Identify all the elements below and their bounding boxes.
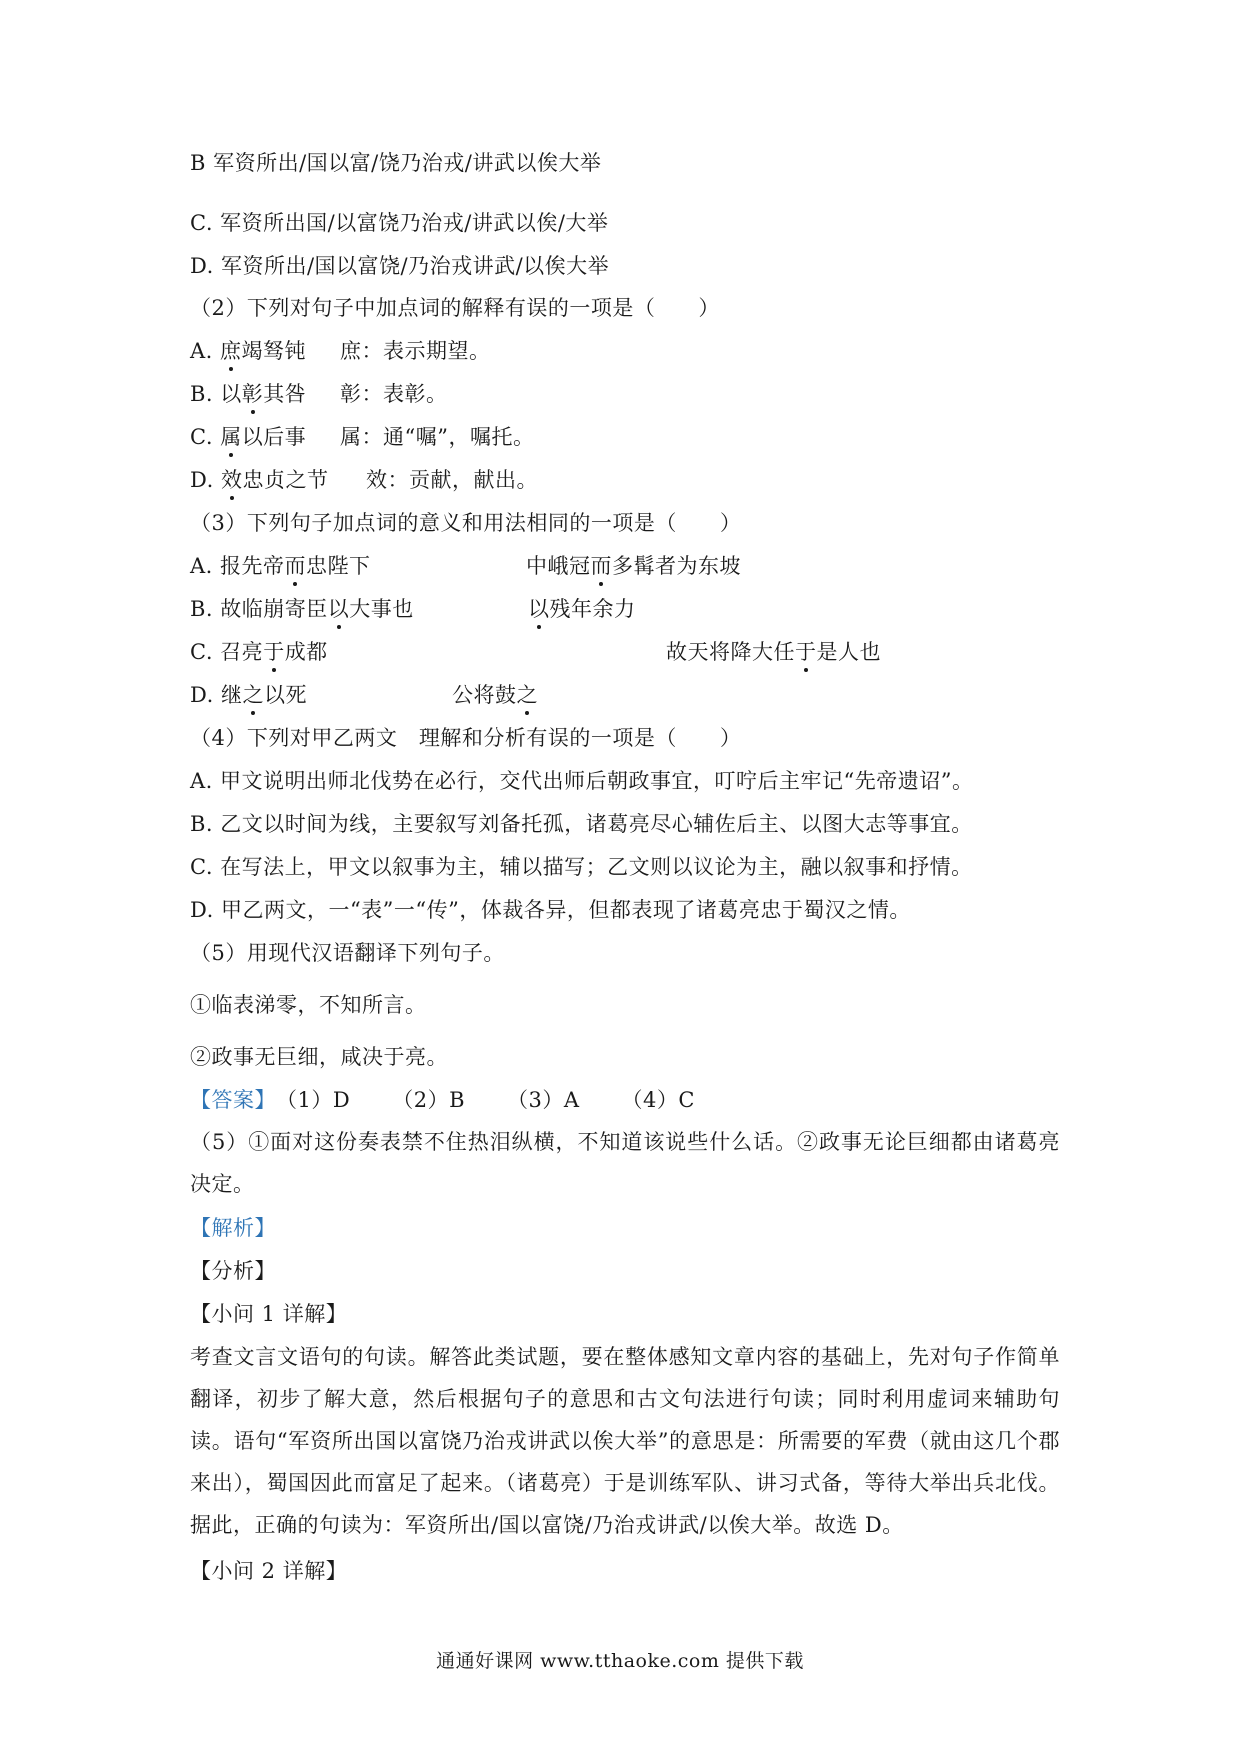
q3-option-c: C. 召亮于成都 故天将降大任于是人也	[190, 637, 328, 667]
answer-item: （3）A	[507, 1088, 580, 1112]
q1-option-b: B 军资所出/国以富/饶乃治戎/讲武以俟大举	[190, 151, 602, 175]
dotted-char: 而	[285, 551, 307, 581]
option-label: D.	[190, 683, 214, 707]
page-footer: 通通好课网 www.tthaoke.com 提供下载	[436, 1650, 804, 1672]
option-label: D.	[190, 468, 214, 492]
q3-stem: （3）下列句子加点词的意义和用法相同的一项是（ ）	[190, 511, 742, 535]
q2-option-b: B. 以彰其咎 彰：表彰。	[190, 379, 306, 409]
dotted-char: 属	[220, 422, 242, 452]
q2-option-d: D. 效忠贞之节 效：贡献，献出。	[190, 465, 328, 495]
dotted-char: 效	[221, 465, 243, 495]
dotted-char: 于	[795, 637, 817, 667]
answer-item: （2）B	[392, 1088, 465, 1112]
gloss: 彰：表彰。	[340, 382, 448, 406]
sub-question-1-title: 【小问 1 详解】	[190, 1302, 348, 1326]
dotted-char: 以	[528, 594, 550, 624]
sub-question-1-body: 考查文言文语句的句读。解答此类试题，要在整体感知文章内容的基础上，先对句子作简单翻译，初步了解大意，然后根据句子的意思和古文句法进行句读；同时利用虚词来辅助句读。语句“军资所出国以富饶乃治戎讲武以俟大举”的意思是：所需要的军费（就由这几个郡来出），蜀国因此而富足了起来。（诸葛亮）于是训练军队、讲习式备，等待大举出兵北伐。据此，正确的句读为：军资所出/国以富饶/乃治戎讲武/以俟大举。故选 D。	[190, 1345, 1060, 1537]
q2-option-a: A. 庶竭驽钝 庶：表示期望。	[190, 336, 306, 366]
answer-translation: （5）①面对这份奏表禁不住热泪纵横，不知道该说些什么话。②政事无论巨细都由诸葛亮决定。	[190, 1130, 1060, 1196]
dotted-char: 于	[263, 637, 285, 667]
compare-sentence: 以残年余力	[528, 594, 636, 624]
dotted-char: 庶	[220, 336, 242, 366]
q3-option-b: B. 故临崩寄臣以大事也 以残年余力	[190, 594, 414, 624]
compare-sentence: 中峨冠而多髯者为东坡	[526, 551, 741, 581]
gloss: 效：贡献，献出。	[366, 468, 538, 492]
option-label: B.	[190, 382, 214, 406]
q4-option-b: B. 乙文以时间为线，主要叙写刘备托孤，诸葛亮尽心辅佐后主、以图大志等事宜。	[190, 812, 973, 836]
q3-option-a: A. 报先帝而忠陛下 中峨冠而多髯者为东坡	[190, 551, 371, 581]
q4-stem: （4）下列对甲乙两文 理解和分析有误的一项是（ ）	[190, 726, 742, 750]
answer-item: （1）D	[276, 1088, 351, 1112]
q4-option-d: D. 甲乙两文，一“表”一“传”，体裁各异，但都表现了诸葛亮忠于蜀汉之情。	[190, 898, 911, 922]
sub-question-2-title: 【小问 2 详解】	[190, 1559, 348, 1583]
answer-item: （4）C	[621, 1088, 695, 1112]
q4-option-a: A. 甲文说明出师北伐势在必行，交代出师后朝政事宜，叮咛后主牢记“先帝遗诏”。	[190, 769, 974, 793]
option-label: A.	[190, 554, 213, 578]
dotted-char: 之	[242, 680, 264, 710]
dotted-char: 彰	[242, 379, 264, 409]
analysis-tag: 【解析】	[190, 1216, 276, 1240]
analysis-fenxi: 【分析】	[190, 1259, 276, 1283]
q1-option-c: C. 军资所出国/以富饶乃治戎/讲武以俟/大举	[190, 211, 609, 235]
q2-option-c: C. 属以后事 属：通“嘱”，嘱托。	[190, 422, 306, 452]
q5-stem: （5）用现代汉语翻译下列句子。	[190, 941, 505, 965]
dotted-char: 而	[591, 551, 613, 581]
option-label: C.	[190, 640, 213, 664]
answer-tag: 【答案】	[190, 1088, 276, 1112]
option-label: A.	[190, 339, 213, 363]
q1-option-d: D. 军资所出/国以富饶/乃治戎讲武/以俟大举	[190, 254, 610, 278]
option-label: B.	[190, 597, 214, 621]
dotted-char: 之	[517, 680, 539, 710]
q3-option-d: D. 继之以死 公将鼓之	[190, 680, 307, 710]
q4-option-c: C. 在写法上，甲文以叙事为主，辅以描写；乙文则以议论为主，融以叙事和抒情。	[190, 855, 973, 879]
compare-sentence: 故天将降大任于是人也	[666, 637, 881, 667]
gloss: 属：通“嘱”，嘱托。	[340, 425, 535, 449]
q2-stem: （2）下列对句子中加点词的解释有误的一项是（ ）	[190, 296, 720, 320]
q5-sentence-1: ①临表涕零，不知所言。	[190, 993, 427, 1017]
option-label: C.	[190, 425, 213, 449]
dotted-char: 以	[328, 594, 350, 624]
compare-sentence: 公将鼓之	[452, 680, 538, 710]
gloss: 庶：表示期望。	[340, 339, 491, 363]
q5-sentence-2: ②政事无巨细，咸决于亮。	[190, 1045, 448, 1069]
answer-line	[190, 1085, 737, 1115]
